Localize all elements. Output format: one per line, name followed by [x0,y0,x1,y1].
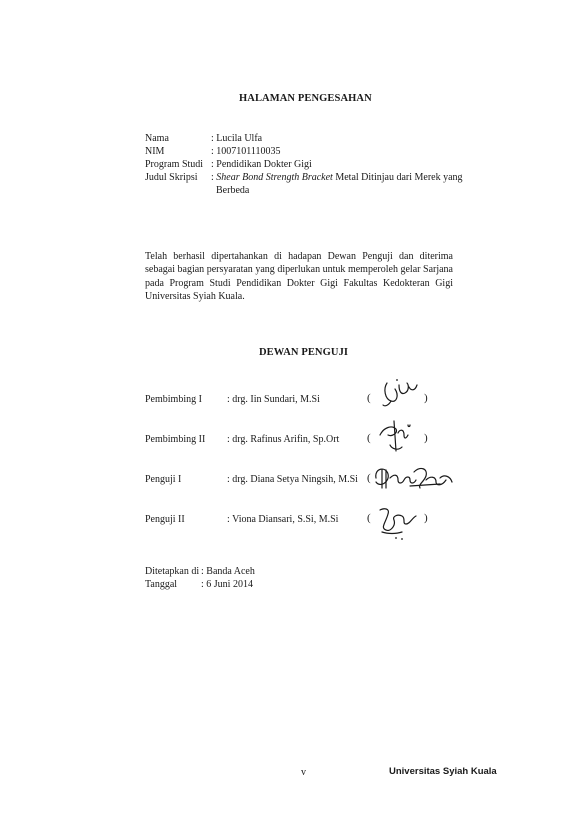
signature-open-paren: ( [367,472,371,484]
identity-label-nim: NIM [145,146,165,157]
identity-value-program: : Pendidikan Dokter Gigi [211,159,312,170]
signature-open-paren: ( [367,432,371,444]
signature-close-paren: ) [424,392,428,404]
judul-rest: Metal Ditinjau dari Merek yang [332,172,463,183]
signature-3 [370,462,456,494]
enactment-value-date: : 6 Juni 2014 [201,579,253,590]
signature-close-paren: ) [424,512,428,524]
committee-role: Penguji I [145,474,182,485]
committee-title: DEWAN PENGUJI [259,347,349,358]
page-number: v [301,767,306,778]
committee-name: : drg. Rafinus Arifin, Sp.Ort [227,434,340,445]
identity-value-nim: : 1007101110035 [211,146,281,157]
signature-open-paren: ( [367,392,371,404]
page-title: HALAMAN PENGESAHAN [239,93,372,104]
identity-label-nama: Nama [145,133,169,144]
committee-role: Penguji II [145,514,185,525]
committee-name: : drg. Diana Setya Ningsih, M.Si [227,474,358,485]
enactment-label-place: Ditetapkan di [145,566,200,577]
identity-value-judul-line2: Berbeda [216,185,250,196]
statement-paragraph: Telah berhasil dipertahankan di hadapan Dewan Penguji dan diterima sebagai bagian persyaratan yang diperlukan untuk memperoleh gelar Sarjana pada Program Studi Pendidikan Dokter Gigi Fakultas Kedokteran Gigi Universitas Syiah Kuala. [145,251,453,303]
committee-name: : Viona Diansari, S.Si, M.Si [227,514,339,525]
signature-2 [370,415,420,457]
signature-open-paren: ( [367,512,371,524]
signature-close-paren: ) [424,432,428,444]
footer-university: Universitas Syiah Kuala [389,766,497,777]
identity-value-judul: : Shear Bond Strength Bracket Metal Ditinjau dari Merek yang [211,172,463,183]
enactment-label-date: Tanggal [145,579,178,590]
committee-name: : drg. Iin Sundari, M.Si [227,394,320,405]
identity-value-nama: : Lucila Ulfa [211,133,263,144]
signature-1 [375,375,425,411]
enactment-value-place: : Banda Aceh [201,566,255,577]
identity-label-program: Program Studi [145,159,204,170]
signature-4 [372,500,422,542]
committee-role: Pembimbing I [145,394,202,405]
judul-italic: Shear Bond Strength Bracket [216,172,333,183]
committee-role: Pembimbing II [145,434,206,445]
identity-label-judul: Judul Skripsi [145,172,198,183]
